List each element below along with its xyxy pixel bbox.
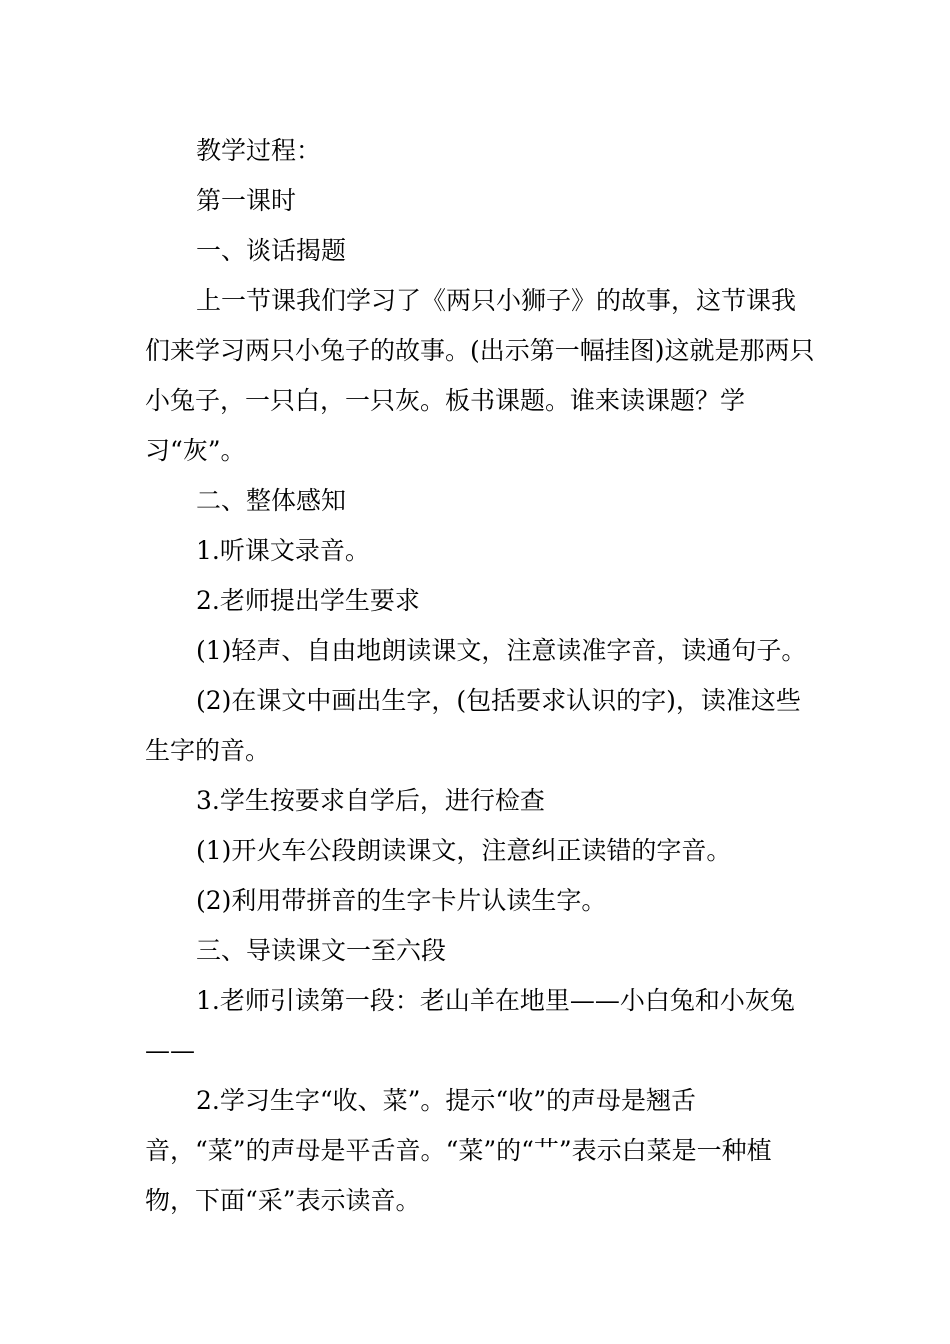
document-body xyxy=(145,126,815,1226)
sub-item-mark-characters: (2)在课文中画出生字，(包括要求认识的字)，读准这些生字的音。 xyxy=(145,686,801,765)
section-heading-overall-perception: 二、整体感知 xyxy=(196,486,347,515)
sub-item-train-reading: (1)开火车公段朗读课文，注意纠正读错的字音。 xyxy=(196,836,732,865)
section-heading-introduction: 一、谈话揭题 xyxy=(196,236,347,265)
list-item-listen-recording: 1.听课文录音。 xyxy=(196,536,370,565)
heading-teaching-process: 教学过程： xyxy=(196,136,322,165)
section-heading-guided-reading: 三、导读课文一至六段 xyxy=(196,936,447,965)
list-item-learn-characters: 2.学习生字“收、菜”。提示“收”的声母是翘舌音，“菜”的声母是平舌音。“菜”的“艹”表示白菜是一种植物，下面“采”表示读音。 xyxy=(145,1086,772,1215)
list-item-teacher-requirements: 2.老师提出学生要求 xyxy=(196,586,420,615)
paragraph-introduction: 上一节课我们学习了《两只小狮子》的故事，这节课我们来学习两只小兔子的故事。(出示第一幅挂图)这就是那两只小兔子，一只白，一只灰。板书课题。谁来读课题？学习“灰”。 xyxy=(145,286,815,465)
sub-item-read-aloud: (1)轻声、自由地朗读课文，注意读准字音，读通句子。 xyxy=(196,636,807,665)
list-item-teacher-lead-reading: 1.老师引读第一段：老山羊在地里——小白兔和小灰兔—— xyxy=(145,986,795,1065)
list-item-self-study-check: 3.学生按要求自学后，进行检查 xyxy=(196,786,545,815)
sub-item-character-cards: (2)利用带拼音的生字卡片认读生字。 xyxy=(196,886,607,915)
heading-first-lesson: 第一课时 xyxy=(196,186,297,215)
